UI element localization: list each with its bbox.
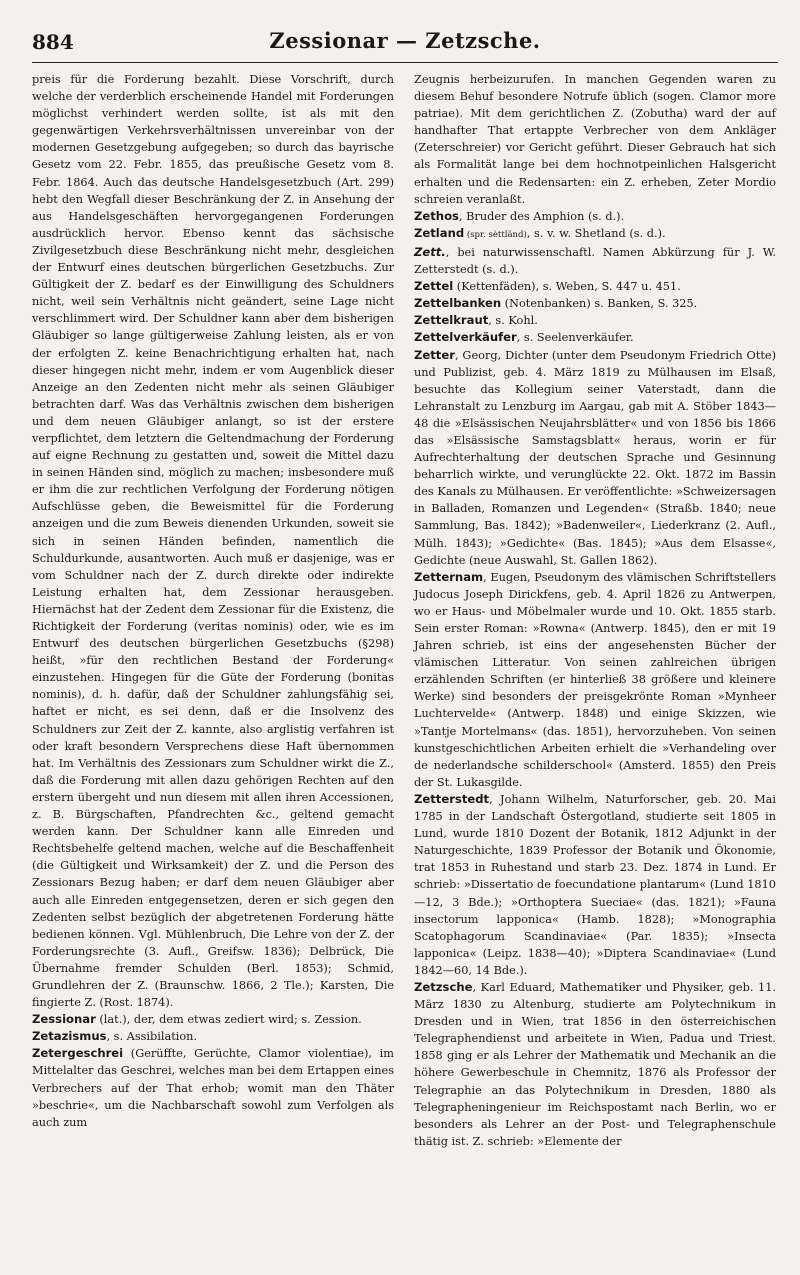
entry-continuation-text: preis für die Forderung bezahlt. Diese Vorschrift, durch welche der verderblich erscheinende Handel mit Forderungen möglichst verhindert werden sollte, ist als mit den gegenwärtigen Verkehrsverhältnissen unvereinbar von der modernen Gesetzgebung aufgegeben; so durch das bayrische Gesetz vom 22. Febr. 1855, das preußische Gesetz vom 8. Febr. 1864. Auch das deutsche Handelsgesetzbuch (Art. 299) hebt den Wegfall dieser Beschränkung der Z. in Ansehung der aus Handelsgeschäften hervorgegangenen Forderungen ausdrücklich hervor. Ebenso kennt das sächsische Zivilgesetzbuch diese Beschränkung nicht mehr, desgleichen der Entwurf eines deutschen bürgerlichen Gesetzbuchs. Zur Gültigkeit der Z. bedarf es der Einwilligung des Schuldners nicht, weil sein Verhältnis nicht geändert, seine Lage nicht verschlimmert wird. Der Schuldner kann aber dem bisherigen Gläubiger so lange gültigerweise Zahlung leisten, als er von der erfolgten Z. keine Benachrichtigung erhalten hat, nach dieser hingegen nicht mehr, indem er vom Augenblick dieser Anzeige an den Zedenten nicht mehr als seinen Gläubiger betrachten darf. Was das Verhältnis zwischen dem bisherigen und dem neuen Gläubiger anlangt, so ist der erstere verpflichtet, dem letztern die Geltendmachung der Forderung auf eigne Rechnung zu gestatten und, soweit die Mittel dazu in seinen Händen sind, möglich zu machen; insbesondere muß er ihm die zur rechtlichen Verfolgung der Forderung nötigen Aufschlüsse geben, die Beweismittel für die Forderung anzeigen und die zum Beweis dienenden Urkunden, soweit sie sich in seinen Händen befinden, namentlich die Schuldurkunde, ausantworten. Auch muß er dasjenige, was er vom Schuldner nach der Z. durch direkte oder indirekte Leistung erhalten hat, dem Zessionar herausgeben. Hiernächst hat der Zedent dem Zessionar für die Existenz, die Richtigkeit der Forderung (veritas nominis) oder, wie es im Entwurf des deutschen bürgerlichen Gesetzbuchs (§298) heißt, »für den rechtlichen Bestand der Forderung« einzustehen. Hingegen für die Güte der Forderung (bonitas nominis), d. h. dafür, daß der Schuldner zahlungsfähig sei, haftet er nicht, es sei denn, daß er die Insolvenz des Schuldners zur Zeit der Z. kannte, also arglistig verfahren ist oder kraft besondern Versprechens diese Haft übernommen hat. Im Verhältnis des Zessionars zum Schuldner wirkt die Z., daß die Forderung mit allen dazu gehörigen Rechten auf den erstern übergeht und nun diesem mit allen ihren Accessionen, z. B. Bürgschaften, Pfandrechten &c., geltend gemacht werden kann. Der Schuldner kann alle Einreden und Rechtsbehelfe geltend machen, welche auf die Beschaffenheit (die Gültigkeit und Wirksamkeit) der Z. und die Person des Zessionars Bezug haben; er darf dem neuen Gläubiger aber auch alle Einreden entgegensetzen, deren er sich gegen den Zedenten selbst bezüglich der abgetretenen Forderung hätte bedienen können. Vgl. Mühlenbruch, Die Lehre von der Z. der Forderungsrechte (3. Aufl., Greifsw. 1836); Delbrück, Die Übernahme fremder Schulden (Berl. 1853); Schmid, Grundlehren der Z. (Braunschw. 1866, 2 Tle.); Karsten, Die fingierte Z. (Rost. 1874). [32, 73, 394, 1010]
entry-headword: Zetazismus [32, 1029, 107, 1044]
entry-text: , s. Seelenverkäufer. [516, 331, 634, 345]
dictionary-entry [414, 312, 776, 329]
entry-text: , Johann Wilhelm, Naturforscher, geb. 20. Mai 1785 in der Landschaft Östergotland, studierte seit 1805 in Lund, wurde 1810 Dozent der Botanik, 1812 Adjunkt in der Naturgeschichte, 1839 Professor der Botanik und Ökonomie, trat 1853 in Ruhestand und starb 23. Dez. 1874 in Lund. Er schrieb: »Dissertatio de foecundatione plantarum« (Lund 1810—12, 3 Bde.); »Orthoptera Sueciae« (das. 1821); »Fauna insectorum lapponica« (Hamb. 1828); »Monographia Scatophagorum Scandinaviae« (Par. 1835); »Insecta lapponica« (Leipz. 1838—40); »Diptera Scandinaviae« (Lund 1842—60, 14 Bde.). [414, 792, 776, 977]
entry-headword: Zetter [414, 347, 455, 362]
dictionary-entry [414, 569, 776, 791]
page-header [32, 28, 778, 63]
entry-headword: Zetland [414, 225, 465, 240]
dictionary-entry [414, 979, 776, 1150]
entry-text: , Bruder des Amphion (s. d.). [458, 209, 625, 223]
dictionary-entry [414, 244, 776, 278]
dictionary-entry [32, 1045, 394, 1130]
right-column [414, 71, 776, 1150]
entry-headword: Zethos [414, 208, 459, 223]
dictionary-entry [414, 347, 776, 569]
entry-headword: Zetzsche [414, 979, 473, 994]
entry-headword: Zessionar [32, 1012, 96, 1027]
left-column [32, 71, 394, 1150]
dictionary-entry [414, 791, 776, 979]
page-number: 884 [32, 30, 74, 54]
entry-text: (Gerüffte, Gerüchte, Clamor violentiae), im Mittelalter das Geschrei, welches man bei dem Ertappen eines Verbrechers auf der That erhob; womit man den Thäter »beschrie«, um die Nachbarschaft sowohl zum Verfolgen als auch zum [32, 1047, 394, 1129]
entry-text: (lat.), der, dem etwas zediert wird; s. Zession. [95, 1013, 362, 1027]
dictionary-entry [32, 1011, 394, 1028]
entry-text: , s. Assibilation. [106, 1030, 198, 1044]
dictionary-entry [414, 295, 776, 312]
dictionary-entry [414, 208, 776, 225]
running-title: Zessionar — Zetzsche. [269, 28, 541, 53]
entry-headword: Zetternam [414, 569, 484, 584]
entry-headword: Zettelbanken [414, 296, 502, 311]
entry-text: (Notenbanken) s. Banken, S. 325. [501, 297, 698, 311]
entry-text: , Georg, Dichter (unter dem Pseudonym Friedrich Otte) und Publizist, geb. 4. März 1819 zu Mülhausen im Elsaß, besuchte das Kollegium seiner Vaterstadt, dann die Lehranstalt zu Lenzburg im Aargau, gab mit A. Stöber 1843—48 die »Elsässischen Neujahrsblätter« und von 1856 bis 1866 das »Elsässische Samstagsblatt« heraus, worin er für Aufrechterhaltung der deutschen Sprache und Gesinnung beharrlich wirkte, und verunglückte 22. Okt. 1872 im Bassin des Kanals zu Mülhausen. Er veröffentlichte: »Schweizersagen in Balladen, Romanzen und Legenden« (Straßb. 1840; neue Sammlung, Bas. 1842); »Badenweiler«, Liederkranz (2. Aufl., Mülh. 1843); »Gedichte« (Bas. 1845); »Aus dem Elsasse«, Gedichte (neue Auswahl, St. Gallen 1862). [414, 348, 776, 567]
text-columns [32, 71, 778, 1150]
pronunciation-note: (spr. sèttländ) [464, 229, 527, 240]
dictionary-entry [32, 1028, 394, 1045]
entry-headword: Zett. [414, 244, 446, 259]
entry-continuation-text: Zeugnis herbeizurufen. In manchen Gegenden waren zu diesem Behuf besondere Notrufe üblich (sogen. Clamor more patriae). Mit dem gerichtlichen Z. (Zobutha) ward der auf handhafter That ertappte Verbrecher von dem Ankläger (Zeterschreier) vor Gericht geführt. Dieser Gebrauch hat sich als Formalität lange bei dem hochnotpeinlichen Halsgericht erhalten und die Redensarten: ein Z. erheben, Zeter Mordio schreien veranlaßt. [414, 73, 776, 206]
dictionary-entry [414, 278, 776, 295]
entry-headword: Zettel [414, 279, 454, 294]
entry-headword: Zetergeschrei [32, 1046, 124, 1061]
entry-headword: Zettelverkäufer [414, 330, 517, 345]
entry-text: , s. Kohl. [488, 314, 538, 328]
entry-text: , Eugen, Pseudonym des vlämischen Schriftstellers Judocus Joseph Dirickfens, geb. 4. April 1826 zu Antwerpen, wo er Haus- und Möbelmaler wurde und 10. Okt. 1855 starb. Sein erster Roman: »Rowna« (Antwerp. 1845), den er mit 19 Jahren schrieb, ist eins der angesehensten Bücher der vlämischen Litteratur. Von seinen zahlreichen übrigen erzählenden Schriften (er hinterließ 38 größere und kleinere Werke) sind besonders der preisgekrönte Roman »Mynheer Luchtervelde« (Antwerp. 1848) und einige Skizzen, wie »Tantje Mortelmans« (das. 1851), hervorzuheben. Von seinen kunstgeschichtlichen Arbeiten erhielt die »Verhandeling over de nederlandsche schilderschool« (Amsterd. 1855) den Preis der St. Lukasgilde. [414, 570, 776, 789]
dictionary-entry [414, 329, 776, 346]
entry-text: (Kettenfäden), s. Weben, S. 447 u. 451. [453, 280, 681, 294]
dictionary-entry [414, 225, 776, 244]
entry-headword: Zettelkraut [414, 313, 489, 328]
entry-headword: Zetterstedt [414, 791, 490, 806]
entry-text: , s. v. w. Shetland (s. d.). [526, 226, 666, 240]
entry-text: , bei naturwissenschaftl. Namen Abkürzung für J. W. Zetterstedt (s. d.). [414, 245, 776, 277]
entry-text: , Karl Eduard, Mathematiker und Physiker, geb. 11. März 1830 zu Altenburg, studierte am Polytechnikum in Dresden und in Wien, trat 1856 in den österreichischen Telegraphendienst und arbeitete in Wien, Padua und Triest. 1858 ging er als Lehrer der Mathematik und Mechanik an die höhere Gewerbeschule in Chemnitz, 1876 als Professor der Telegraphie an das Polytechnikum in Dresden, 1880 als Telegrapheningenieur im Reichspostamt nach Berlin, wo er besonders als Lehrer an der Post- und Telegraphenschule thätig ist. Z. schrieb: »Elemente der [414, 980, 776, 1148]
